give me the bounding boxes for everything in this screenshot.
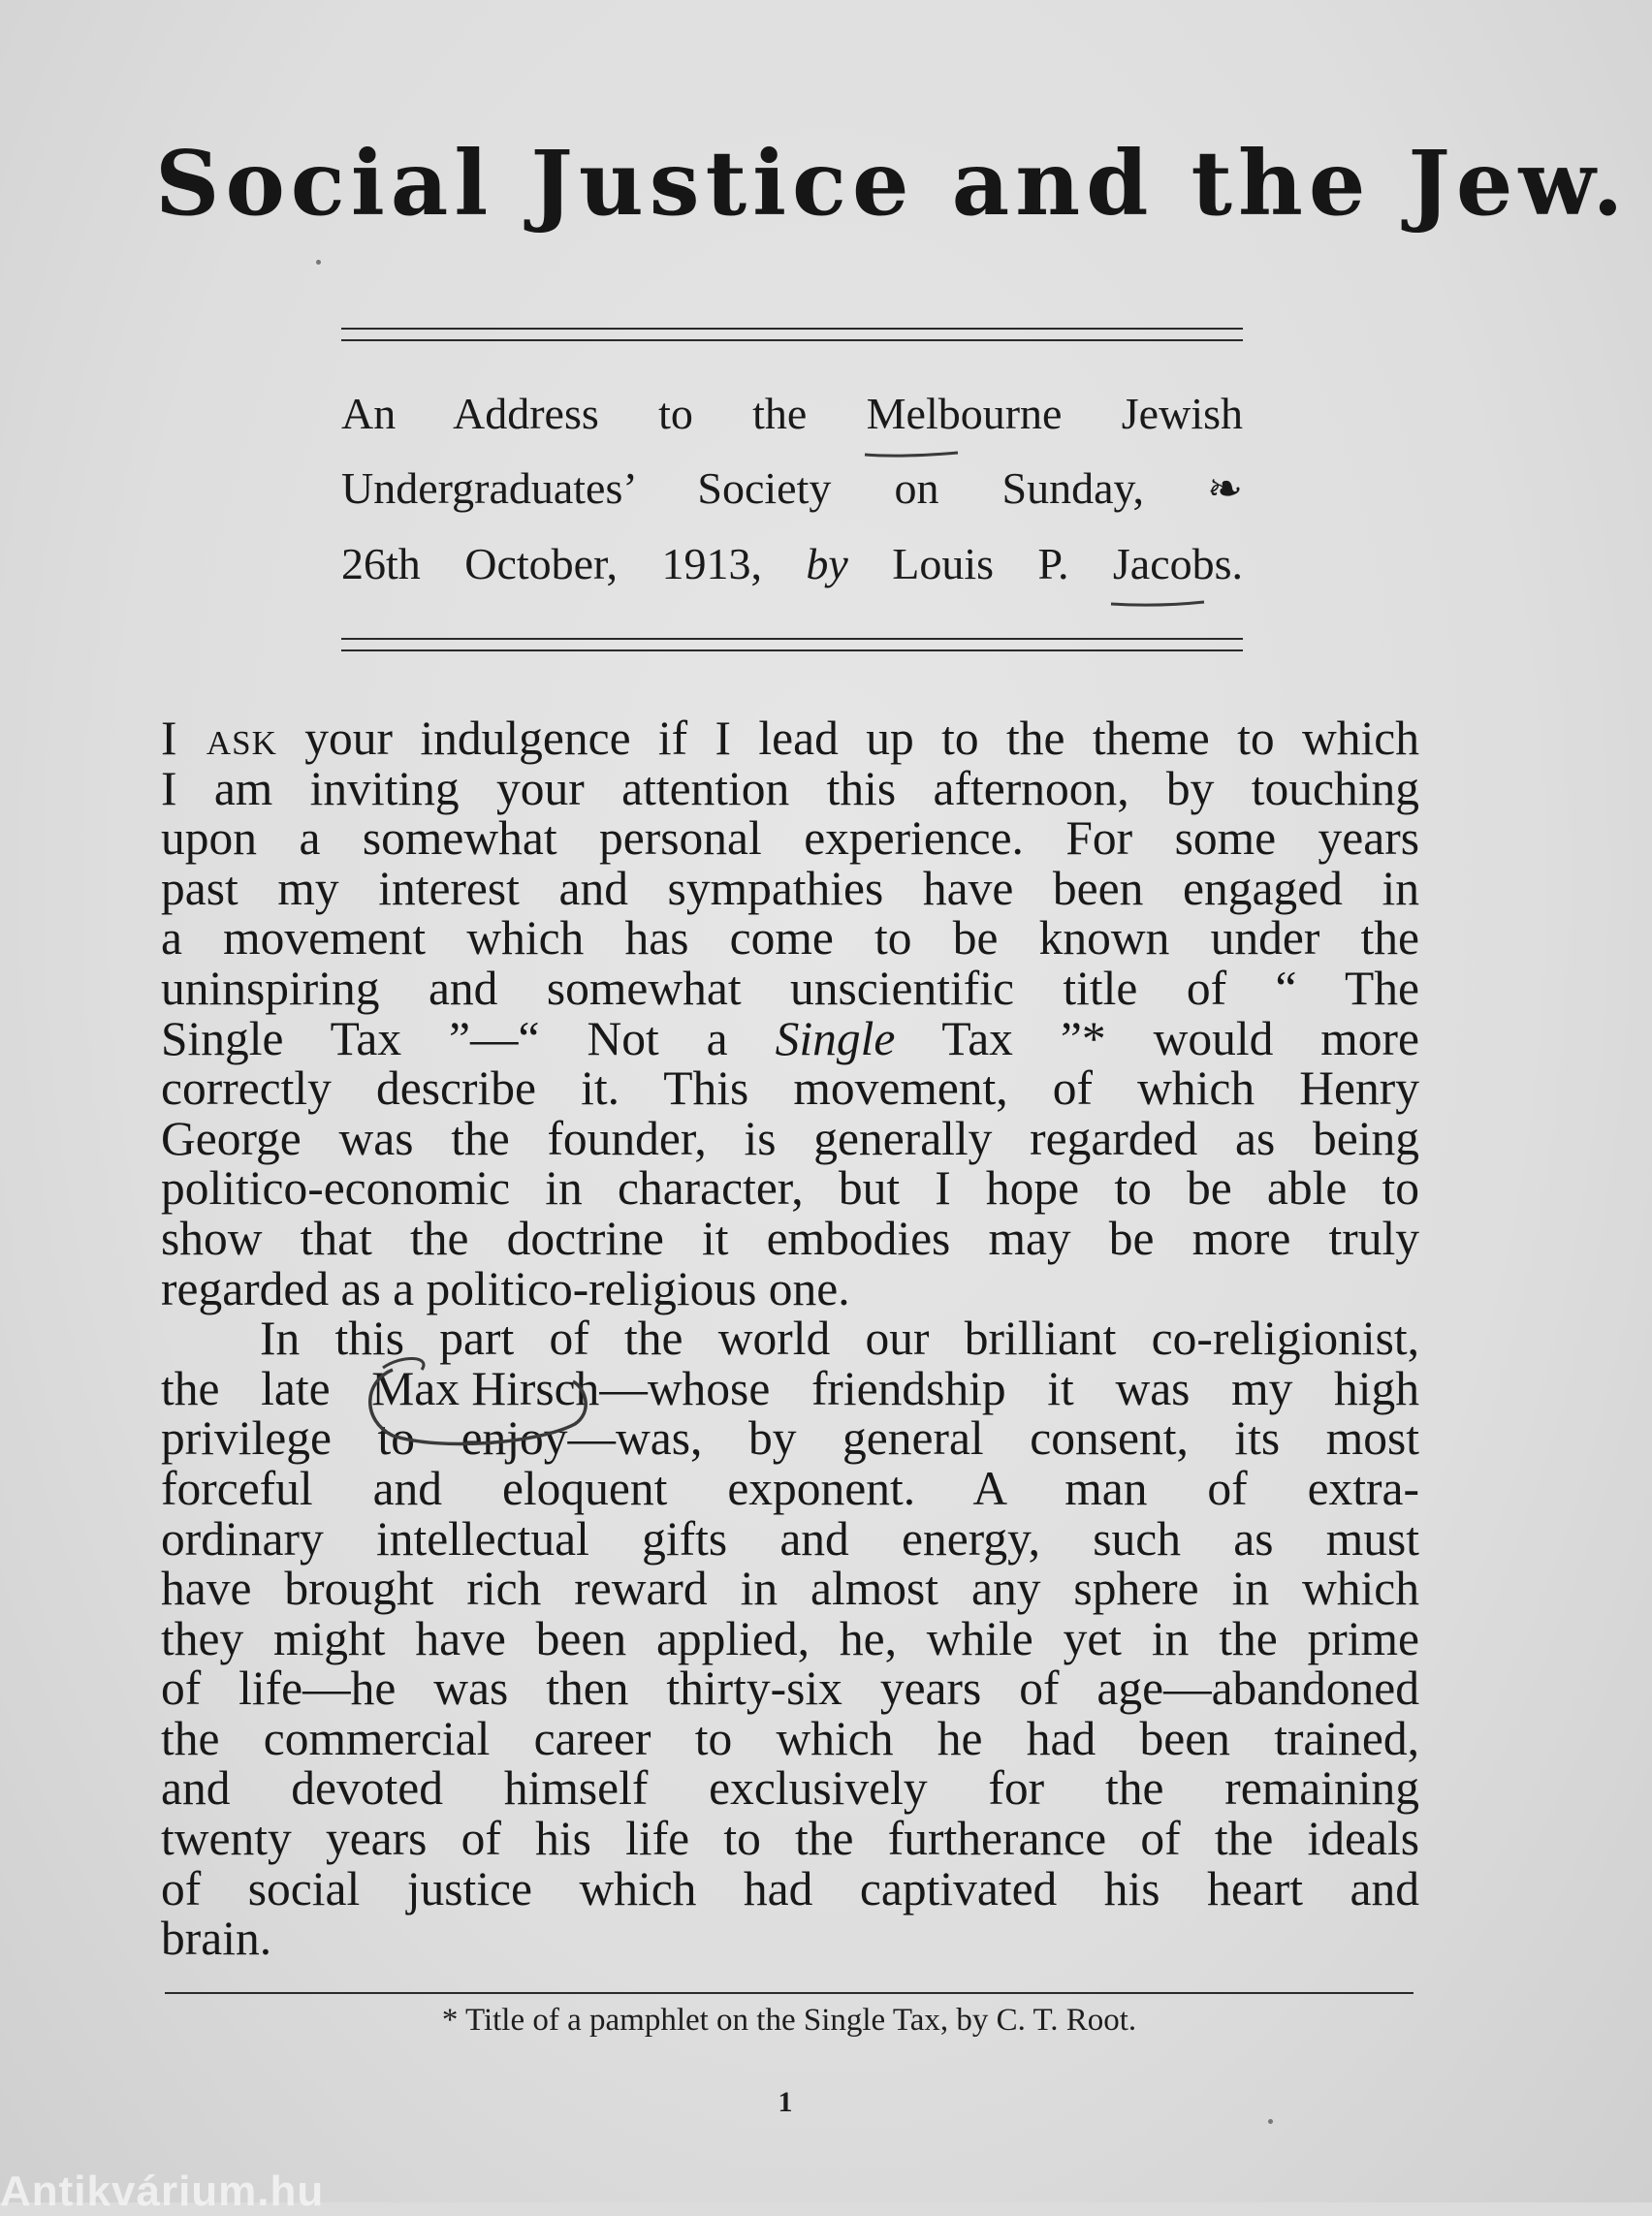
subtitle-word: Jacobs. — [1112, 539, 1244, 588]
pencil-underline — [863, 449, 960, 459]
top-rule-upper — [341, 328, 1243, 330]
body-line: privilege to enjoy—was, by general consent, its most — [161, 1411, 1419, 1466]
subtitle-line-3 — [341, 526, 1243, 601]
subtitle-word: the — [752, 389, 808, 438]
subtitle-word: P. — [1037, 539, 1069, 588]
body-text-run: Single Tax ”—“ Not a — [161, 1011, 776, 1065]
subtitle-word: to — [658, 389, 693, 438]
body-line: show that the doctrine it embodies may be more truly — [161, 1211, 1419, 1265]
subtitle-word-italic: by — [806, 539, 848, 588]
name-max-hirsch: Max Hirsch — [371, 1361, 600, 1415]
pencil-circle-annotation — [354, 1343, 606, 1449]
subtitle-word: Society — [697, 463, 832, 513]
paper-speck — [1268, 2119, 1273, 2124]
body-line: forceful and eloquent exponent. A man of extra- — [161, 1461, 1419, 1515]
body-line: politico-economic in character, but I hope to be able to — [161, 1161, 1419, 1216]
body-line: the commercial career to which he had been trained, — [161, 1711, 1419, 1765]
body-line: regarded as a politico-religious one. — [161, 1261, 850, 1315]
watermark: Antikvárium.hu — [0, 2168, 325, 2215]
body-line — [161, 1361, 1420, 1415]
body-text-run: the late — [161, 1361, 372, 1415]
body-text — [161, 713, 1419, 1964]
subtitle-word: Address — [453, 389, 599, 438]
subtitle-word: Louis — [892, 539, 995, 588]
body-line: of life—he was then thirty-six years of age—abandoned — [161, 1662, 1419, 1716]
subtitle-line-2 — [341, 451, 1243, 526]
body-line: past my interest and sympathies have been engaged in — [161, 861, 1419, 915]
subtitle-word: Sunday, — [1001, 463, 1145, 513]
subtitle-word: 26th — [341, 539, 421, 588]
body-line: George was the founder, is generally regarded as being — [161, 1111, 1419, 1165]
top-rule-lower — [341, 339, 1243, 341]
body-line: ordinary intellectual gifts and energy, such as must — [161, 1511, 1419, 1566]
subtitle-word: An — [341, 389, 397, 438]
underlined-melbourne — [867, 376, 1063, 451]
body-text-run: your indulgence if I lead up to the theme to which — [276, 712, 1419, 765]
subtitle-word: Undergraduates’ — [341, 463, 635, 513]
body-line: twenty years of his life to the furtherance of the ideals — [161, 1812, 1419, 1866]
body-line: In this part of the world our brilliant co-religionist, — [260, 1312, 1419, 1366]
page-number: 1 — [778, 2086, 793, 2118]
footnote-rule — [165, 1992, 1414, 1994]
bottom-rule-upper — [341, 638, 1243, 640]
pencil-underline — [1109, 599, 1206, 609]
body-line: they might have been applied, he, while yet in the prime — [161, 1611, 1419, 1665]
subtitle-block — [341, 376, 1243, 601]
body-line: a movement which has come to be known under the — [161, 911, 1419, 966]
body-line: uninspiring and somewhat unscientific title of “ The — [161, 961, 1419, 1015]
fleuron-ornament-icon: ❧ — [1207, 464, 1244, 514]
body-line — [161, 713, 1419, 764]
body-line: have brought rich reward in almost any sphere in which — [161, 1562, 1419, 1616]
body-line: brain. — [161, 1912, 272, 1966]
body-line: correctly describe it. This movement, of which Henry — [161, 1061, 1419, 1116]
bottom-rule-lower — [341, 649, 1243, 651]
body-line: I am inviting your attention this afternoon, by touching — [161, 761, 1419, 815]
body-line: upon a somewhat personal experience. For some years — [161, 811, 1419, 866]
circled-name — [371, 1361, 600, 1415]
subtitle-word: October, — [464, 539, 619, 588]
underlined-jacobs — [1113, 526, 1243, 601]
subtitle-line-1 — [341, 376, 1243, 451]
body-text-run: —whose friendship it was my high — [599, 1361, 1420, 1415]
paper-speck — [316, 260, 321, 265]
subtitle-word: on — [894, 463, 939, 513]
body-text-run: Tax ”* would more — [895, 1011, 1419, 1065]
subtitle-word: Jewish — [1121, 389, 1244, 438]
footnote: * Title of a pamphlet on the Single Tax, by C. T. Root. — [441, 2003, 1137, 2038]
body-line: of social justice which had captivated his heart and — [161, 1861, 1419, 1915]
page-title: Social Justice and the Jew. — [155, 131, 1630, 236]
subtitle-word: Melbourne — [866, 389, 1063, 438]
body-line — [161, 1011, 1419, 1065]
opening-small-caps: I ask — [161, 712, 277, 765]
italic-word: Single — [775, 1011, 896, 1065]
subtitle-word: 1913, — [661, 539, 762, 588]
body-line: and devoted himself exclusively for the remaining — [161, 1761, 1419, 1816]
